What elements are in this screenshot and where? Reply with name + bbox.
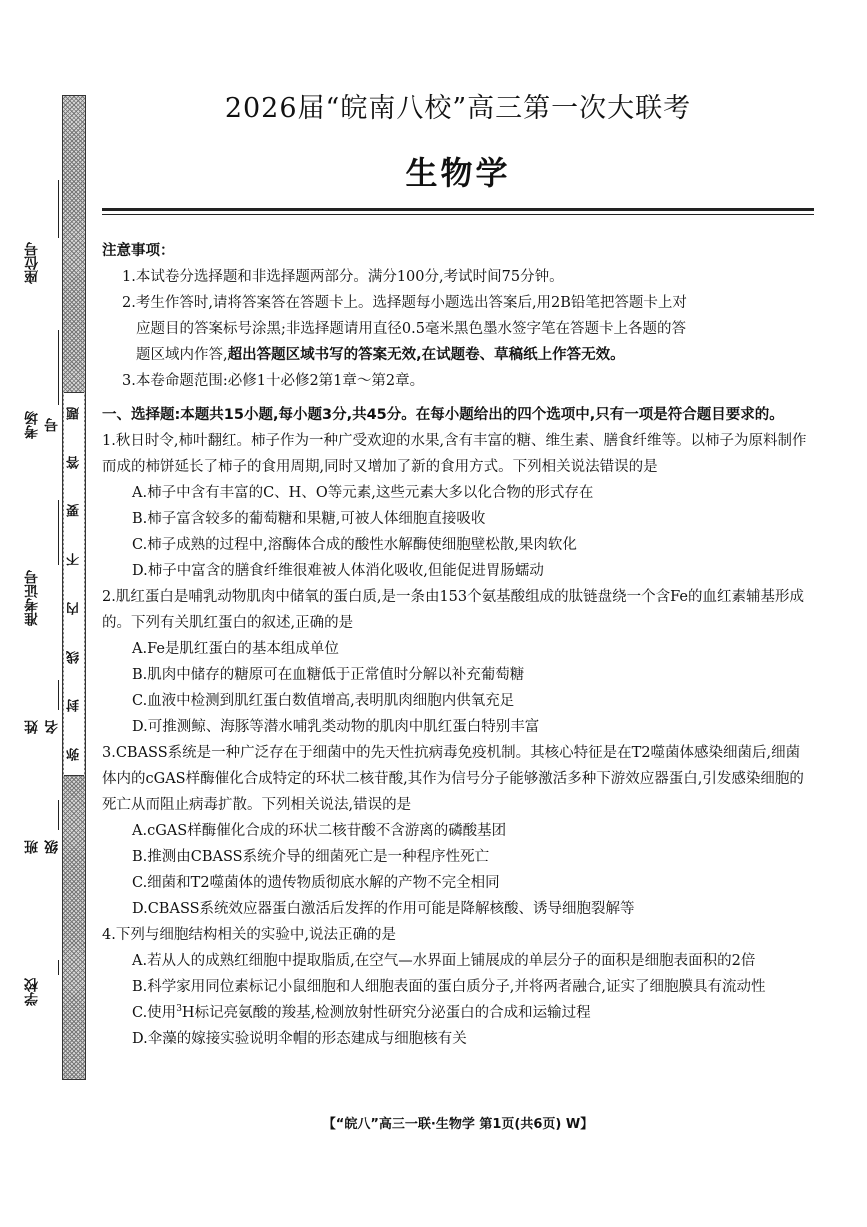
seal-char: 题 bbox=[66, 407, 82, 420]
option-a: A.cGAS样酶催化合成的环状二核苷酸不含游离的磷酸基团 bbox=[132, 823, 507, 839]
question-stem: 4.下列与细胞结构相关的实验中,说法正确的是 bbox=[102, 927, 396, 943]
option-b: B.推测由CBASS系统介导的细菌死亡是一种程序性死亡 bbox=[132, 849, 490, 865]
admission-ticket-field bbox=[22, 500, 48, 650]
header-rule-thin bbox=[102, 214, 814, 215]
option-d: D.CBASS系统效应器蛋白激活后发挥的作用可能是降解核酸、诱导细胞裂解等 bbox=[132, 901, 635, 917]
notice-item-2b: 应题目的答案标号涂黑;非选择题请用直径0.5毫米黑色墨水签字笔在答题卡上各题的答 bbox=[136, 321, 686, 337]
option-b: B.柿子富含较多的葡萄糖和果糖,可被人体细胞直接吸收 bbox=[132, 511, 486, 527]
question-stem: 3.CBASS系统是一种广泛存在于细菌中的先天性抗病毒免疫机制。其核心特征是在T2噬菌体感染细菌后,细菌体内的cGAS样酶催化合成特定的环状二核苷酸,其作为信号分子能够激活多种下游效应器蛋白,引发感染细胞的死亡从而阻止病毒扩散。下列相关说法,错误的是 bbox=[102, 745, 804, 813]
seal-char: 弥 bbox=[66, 747, 82, 761]
option-c-prefix: C.使用 bbox=[132, 1005, 177, 1021]
seal-char: 内 bbox=[66, 601, 82, 615]
school-field bbox=[22, 960, 48, 1010]
admission-ticket-line bbox=[58, 500, 59, 565]
page-footer: 【“皖八”高三一联·生物学 第1页(共6页) W】 bbox=[322, 1117, 594, 1132]
option-c: C.柿子成熟的过程中,溶酶体合成的酸性水解酶使细胞壁松散,果肉软化 bbox=[132, 537, 577, 553]
seal-char: 线 bbox=[66, 650, 82, 664]
exam-title: 2026届“皖南八校”高三第一次大联考 bbox=[224, 93, 692, 124]
option-c: C.细菌和T2噬菌体的遗传物质彻底水解的产物不完全相同 bbox=[132, 875, 500, 891]
option-a: A.柿子中含有丰富的C、H、O等元素,这些元素大多以化合物的形式存在 bbox=[132, 485, 594, 501]
section-heading: 一、选择题:本题共15小题,每小题3分,共45分。在每小题给出的四个选项中,只有一项是符合题目要求的。 bbox=[102, 407, 784, 423]
seat-number-label: 座位号 bbox=[24, 242, 40, 284]
seal-char: 要 bbox=[66, 504, 82, 518]
option-c: C.血液中检测到肌红蛋白数值增高,表明肌肉细胞内供氧充足 bbox=[132, 693, 515, 709]
notice-item-2c bbox=[102, 342, 814, 368]
question-stem: 2.肌红蛋白是哺乳动物肌肉中储氧的蛋白质,是一条由153个氨基酸组成的肽链盘绕一个含Fe的血红素辅基形成的。下列有关肌红蛋白的叙述,正确的是 bbox=[102, 589, 804, 631]
option-a: A.Fe是肌红蛋白的基本组成单位 bbox=[132, 641, 339, 657]
exam-room-label: 考场号 bbox=[24, 411, 60, 439]
seal-char: 封 bbox=[66, 699, 82, 713]
question-2 bbox=[102, 584, 814, 740]
question-4 bbox=[102, 922, 814, 1052]
school-label: 学校 bbox=[24, 978, 40, 1006]
seal-char: 不 bbox=[66, 553, 82, 567]
superscript-mass-number: 3 bbox=[176, 1004, 182, 1015]
option-d: D.可推测鲸、海豚等潜水哺乳类动物的肌肉中肌红蛋白特别丰富 bbox=[132, 719, 540, 735]
option-c bbox=[102, 1000, 814, 1026]
option-a: A.若从人的成熟红细胞中提取脂质,在空气—水界面上铺展成的单层分子的面积是细胞表面积的2倍 bbox=[132, 953, 756, 969]
notice-item-2a: 2.考生作答时,请将答案答在答题卡上。选择题每小题选出答案后,用2B铅笔把答题卡上对 bbox=[122, 295, 687, 311]
notice-warning: 超出答题区域书写的答案无效,在试题卷、草稿纸上作答无效。 bbox=[227, 347, 625, 363]
option-c-text: H标记亮氨酸的羧基,检测放射性研究分泌蛋白的合成和运输过程 bbox=[181, 1005, 591, 1021]
exam-body bbox=[102, 238, 814, 1052]
class-line bbox=[58, 800, 59, 830]
exam-room-field bbox=[22, 330, 60, 440]
notice-item-1: 1.本试卷分选择题和非选择题两部分。满分100分,考试时间75分钟。 bbox=[122, 269, 564, 285]
notice-title: 注意事项： bbox=[102, 243, 175, 259]
question-3 bbox=[102, 740, 814, 922]
seat-number-line bbox=[58, 180, 59, 238]
seat-number-field bbox=[22, 180, 48, 290]
class-label: 班级 bbox=[24, 840, 60, 854]
exam-room-line bbox=[58, 330, 59, 405]
header-rule-thick bbox=[102, 208, 814, 211]
name-label: 姓名 bbox=[24, 720, 60, 734]
seal-char: 答 bbox=[66, 455, 82, 469]
binding-margin bbox=[0, 0, 62, 1227]
option-b: B.肌肉中储存的糖原可在血糖低于正常值时分解以补充葡萄糖 bbox=[132, 667, 525, 683]
admission-ticket-label: 准考证号 bbox=[24, 570, 40, 626]
option-d: D.伞藻的嫁接实验说明伞帽的形态建成与细胞核有关 bbox=[132, 1031, 467, 1047]
option-d: D.柿子中富含的膳食纤维很难被人体消化吸收,但能促进胃肠蠕动 bbox=[132, 563, 544, 579]
question-stem: 1.秋日时令,柿叶翻红。柿子作为一种广受欢迎的水果,含有丰富的糖、维生素、膳食纤维等。以柿子为原料制作而成的柿饼延长了柿子的食用周期,同时又增加了新的食用方式。下列相关说法错误的是 bbox=[102, 433, 807, 475]
option-b: B.科学家用同位素标记小鼠细胞和人细胞表面的蛋白质分子,并将两者融合,证实了细胞膜具有流动性 bbox=[132, 979, 766, 995]
notice-item-2c-text: 题区域内作答, bbox=[136, 347, 228, 363]
name-line bbox=[58, 680, 59, 710]
question-1 bbox=[102, 428, 814, 584]
class-field bbox=[22, 800, 60, 860]
name-field bbox=[22, 680, 60, 740]
subject-title: 生物学 bbox=[405, 154, 511, 192]
notice-item-3: 3.本卷命题范围:必修1十必修2第1章～第2章。 bbox=[122, 373, 425, 389]
school-line bbox=[58, 960, 59, 975]
seal-notice bbox=[64, 392, 84, 776]
